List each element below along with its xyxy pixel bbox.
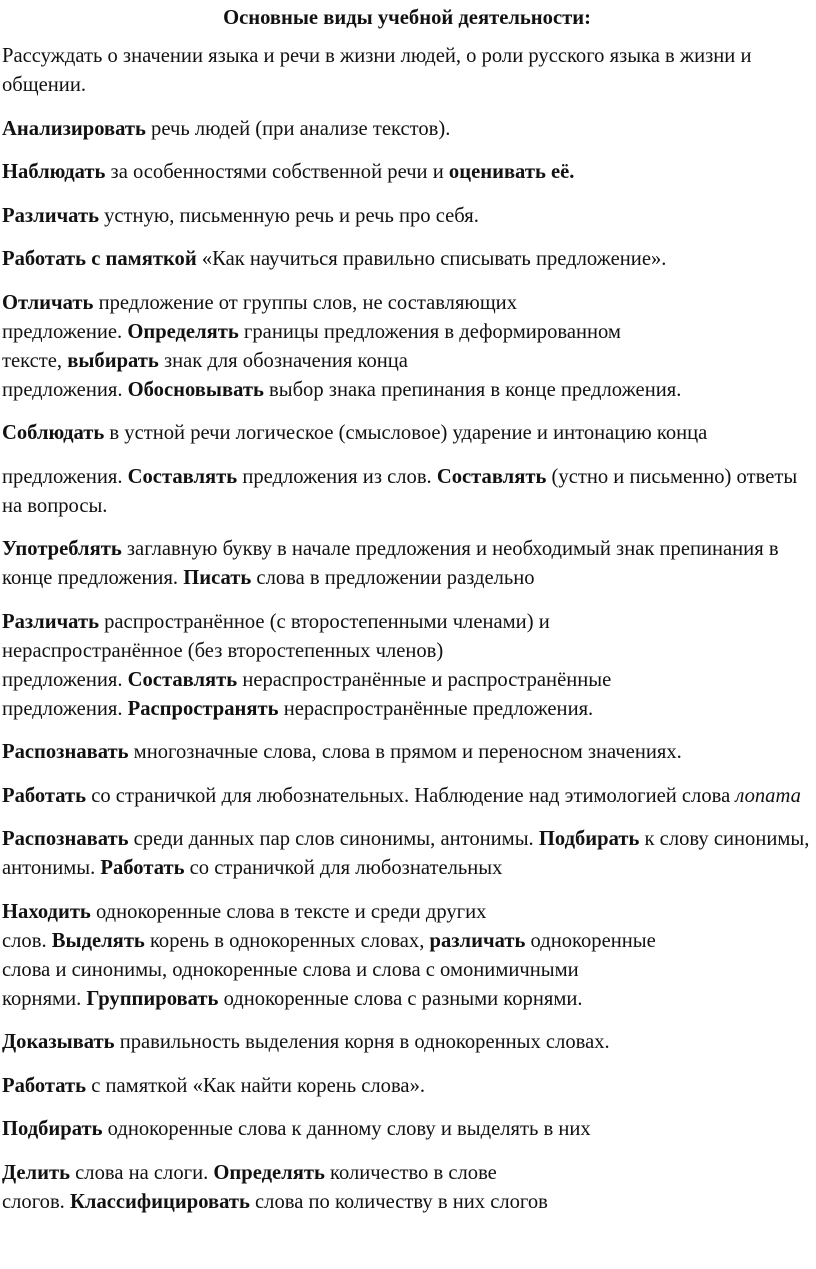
activity-verb: Отличать xyxy=(2,291,94,314)
text-run: предложения. xyxy=(2,465,128,488)
activity-verb: Распознавать xyxy=(2,828,129,850)
text-run: с памяткой «Как найти корень слова». xyxy=(86,1074,426,1097)
activity-paragraph xyxy=(2,825,812,883)
text-run: устную, письменную речь и речь про себя. xyxy=(98,204,479,227)
activity-verb: Работать xyxy=(2,784,87,807)
activity-verb: Подбирать xyxy=(538,828,640,850)
activity-verb: Составлять xyxy=(127,465,238,488)
text-run: Рассуждать о значении языка и речи в жизни людей, о роли русского языка в жизни и общении. xyxy=(2,45,752,96)
activity-verb: Распространять xyxy=(127,697,279,720)
text-run: предложения. xyxy=(2,668,128,691)
text-run: за особенностями собственной речи и xyxy=(105,161,449,183)
activity-paragraph xyxy=(2,463,812,521)
text-run: со страничкой для любознательных xyxy=(184,857,503,879)
activity-verb: Обосновывать xyxy=(127,378,264,401)
text-run: нераспространённые и распространённые xyxy=(237,668,612,691)
text-run: слова и синонимы, однокоренные слова и слова с омонимичными xyxy=(2,958,579,981)
activity-verb: Различать xyxy=(2,610,99,633)
activity-verb: Определять xyxy=(213,1161,325,1184)
activity-paragraph xyxy=(2,289,812,405)
text-run: однокоренные слова с разными корнями. xyxy=(218,987,583,1010)
activity-verb: Доказывать xyxy=(2,1031,115,1053)
activity-verb: выбирать xyxy=(67,349,159,372)
activity-paragraph xyxy=(2,42,812,100)
activity-paragraph xyxy=(2,115,812,144)
text-run: тексте, xyxy=(2,349,68,372)
text-run: предложения. xyxy=(2,378,128,401)
activity-paragraph xyxy=(2,419,812,448)
activity-paragraph xyxy=(2,158,812,187)
text-run: однокоренные xyxy=(525,929,656,952)
text-run: границы предложения в деформированном xyxy=(238,320,621,343)
activity-paragraph xyxy=(2,535,812,593)
activity-verb: Делить xyxy=(2,1161,70,1184)
text-run: однокоренные слова к данному слову и выделять в них xyxy=(102,1118,591,1140)
text-run: многозначные слова, слова в прямом и переносном значениях. xyxy=(128,741,682,763)
activity-paragraph xyxy=(2,1072,812,1101)
document-title: Основные виды учебной деятельности: xyxy=(223,7,591,29)
activity-paragraph xyxy=(2,1159,812,1217)
text-run: заглавную букву в начале предложения и необходимый знак препинания в конце предложения. xyxy=(2,538,779,589)
text-run: распространённое (с второстепенными членами) и xyxy=(98,610,550,633)
text-run: знак для обозначения конца xyxy=(158,349,408,372)
text-run: слова в предложении раздельно xyxy=(251,567,535,589)
activity-verb: Определять xyxy=(127,320,239,343)
activity-verb: Наблюдать xyxy=(2,161,106,183)
text-run: слов. xyxy=(2,929,52,952)
activity-verb: Работать с памяткой xyxy=(2,248,197,270)
activity-verb: Выделять xyxy=(51,929,145,952)
text-run: нераспространённое (без второстепенных членов) xyxy=(2,639,444,662)
activity-verb: различать xyxy=(429,929,526,952)
text-run: в устной речи логическое (смысловое) ударение и интонацию конца xyxy=(104,422,708,444)
activity-verb: Анализировать xyxy=(2,117,146,140)
text-run: со страничкой для любознательных. Наблюдение над этимологией слова xyxy=(86,784,736,807)
activity-verb: оценивать её. xyxy=(448,161,575,183)
activity-verb: Группировать xyxy=(86,987,219,1010)
activity-paragraph xyxy=(2,782,812,811)
document-body xyxy=(2,42,812,1217)
activity-verb: Подбирать xyxy=(2,1118,103,1140)
activity-paragraph xyxy=(2,1028,812,1057)
text-run: нераспространённые предложения. xyxy=(278,697,594,720)
activity-paragraph xyxy=(2,1115,812,1144)
activity-verb: Различать xyxy=(2,204,99,227)
activity-paragraph xyxy=(2,738,812,767)
text-run: выбор знака препинания в конце предложения. xyxy=(263,378,682,401)
activity-verb: Классифицировать xyxy=(69,1190,250,1213)
example-word: лопата xyxy=(735,784,801,807)
text-run: слова по количеству в них слогов xyxy=(249,1190,548,1213)
text-run: однокоренные слова в тексте и среди других xyxy=(90,900,487,923)
text-run: (устно и письменно) ответы на вопросы. xyxy=(2,465,798,517)
text-run: правильность выделения корня в однокоренных словах. xyxy=(114,1031,610,1053)
activity-verb: Работать xyxy=(2,1074,87,1097)
activity-verb: Употреблять xyxy=(2,538,122,560)
text-run: к слову синонимы, антонимы. xyxy=(2,828,810,879)
activity-paragraph xyxy=(2,608,812,724)
activity-verb: Писать xyxy=(183,567,252,589)
text-run: предложения. xyxy=(2,697,128,720)
activity-verb: Составлять xyxy=(127,668,238,691)
activity-verb: Находить xyxy=(2,900,91,923)
text-run: предложения из слов. xyxy=(237,465,437,488)
text-run: корнями. xyxy=(2,987,87,1010)
text-run: количество в слове xyxy=(324,1161,497,1184)
activity-verb: Работать xyxy=(100,857,185,879)
text-run: слова на слоги. xyxy=(70,1161,214,1184)
activity-verb: Соблюдать xyxy=(2,422,105,444)
text-run: предложение от группы слов, не составляющих xyxy=(93,291,517,314)
activity-paragraph xyxy=(2,245,812,274)
text-run: «Как научиться правильно списывать предложение». xyxy=(196,248,667,270)
activity-paragraph xyxy=(2,202,812,231)
activity-verb: Распознавать xyxy=(2,741,129,763)
text-run: слогов. xyxy=(2,1190,70,1213)
text-run: речь людей (при анализе текстов). xyxy=(145,117,451,140)
activity-verb: Составлять xyxy=(436,465,547,488)
activity-paragraph xyxy=(2,898,812,1014)
text-run: среди данных пар слов синонимы, антонимы. xyxy=(128,828,539,850)
text-run: корень в однокоренных словах, xyxy=(144,929,430,952)
text-run: предложение. xyxy=(2,320,128,343)
